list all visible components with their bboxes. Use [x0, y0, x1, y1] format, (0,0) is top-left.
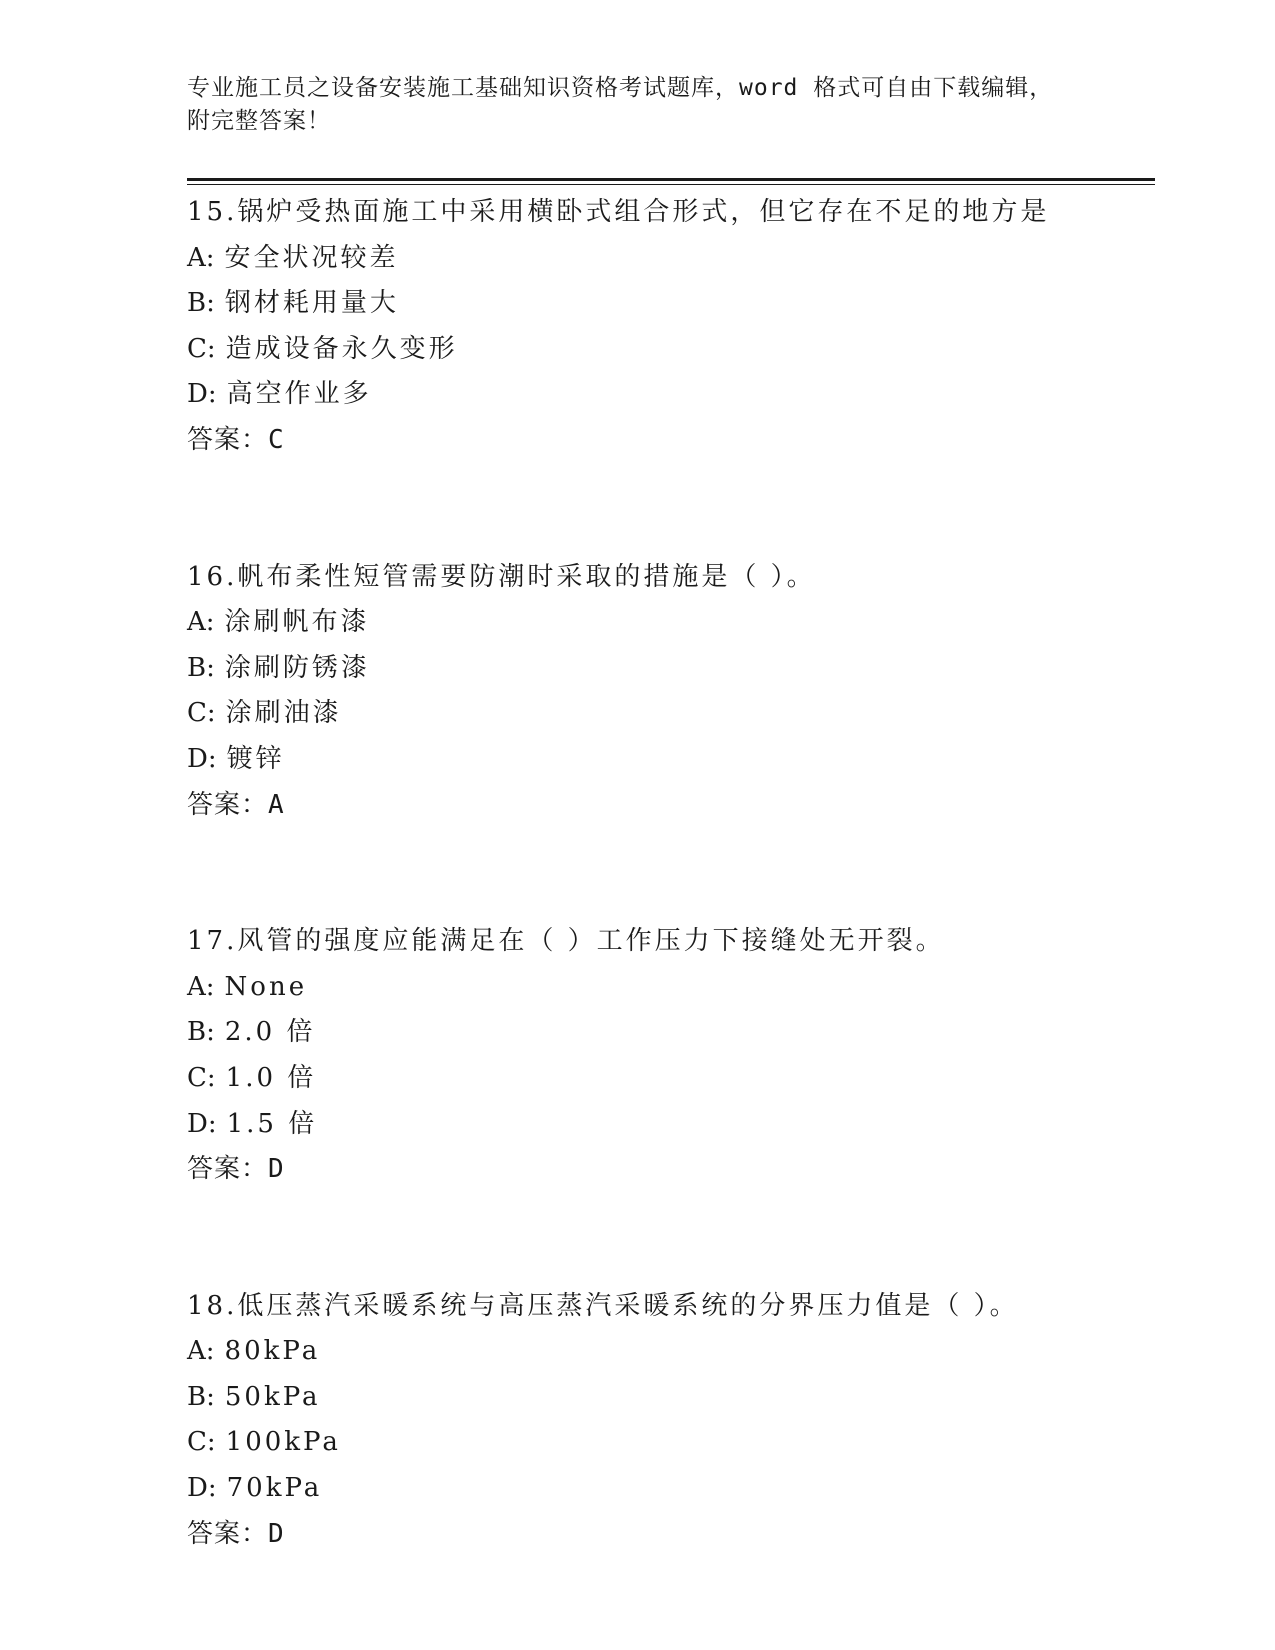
answer-line: 答案：A [187, 789, 285, 820]
option-separator: : [205, 971, 215, 1002]
option-text: 安全状况较差 [224, 242, 399, 273]
answer-line: 答案：C [187, 424, 285, 455]
option-separator: : [205, 1336, 215, 1367]
option-letter: C [187, 698, 207, 729]
option-letter: C [187, 1427, 207, 1458]
option-text: 涂刷油漆 [225, 698, 342, 729]
option-separator: : [206, 1017, 215, 1048]
option-text: 涂刷防锈漆 [224, 652, 370, 683]
option-separator: : [207, 1473, 217, 1504]
option-separator: : [206, 1427, 216, 1458]
question-18 [187, 1284, 1155, 1558]
option-separator: : [206, 288, 215, 319]
option-text: 造成设备永久变形 [225, 333, 458, 364]
option-letter: D [187, 743, 208, 774]
option-text: 50kPa [224, 1381, 321, 1412]
option-letter: A [187, 971, 206, 1002]
header-divider [187, 178, 1155, 186]
question-spacer [187, 464, 1155, 555]
option-separator: : [206, 698, 216, 729]
option-separator: : [206, 1062, 216, 1093]
option-letter: A [187, 607, 206, 638]
option-letter: A [187, 1336, 206, 1367]
question-spacer [187, 1193, 1155, 1284]
option-c [187, 691, 1155, 737]
option-c [187, 1056, 1155, 1102]
question-list [187, 190, 1155, 1557]
option-text: 80kPa [224, 1336, 321, 1367]
divider-thick-line [187, 178, 1155, 181]
option-d [187, 737, 1155, 783]
option-text: 钢材耗用量大 [224, 288, 399, 319]
question-15 [187, 190, 1155, 464]
option-separator: : [207, 743, 217, 774]
option-d [187, 1102, 1155, 1148]
option-text: 2.0 倍 [224, 1017, 316, 1048]
option-separator: : [207, 1108, 217, 1139]
option-text: 涂刷帆布漆 [224, 607, 370, 638]
option-d [187, 1466, 1155, 1512]
option-text: 100kPa [225, 1427, 341, 1458]
option-a [187, 965, 1155, 1011]
option-letter: B [187, 288, 207, 319]
option-letter: D [187, 1108, 208, 1139]
option-c [187, 327, 1155, 373]
option-b [187, 646, 1155, 692]
option-letter: B [187, 1381, 207, 1412]
header-line-2: 附完整答案！ [187, 108, 331, 134]
option-separator: : [206, 1381, 215, 1412]
question-16 [187, 555, 1155, 829]
option-letter: D [187, 1473, 208, 1504]
option-letter: D [187, 379, 208, 410]
option-text: 镀锌 [226, 743, 285, 774]
question-stem: 16.帆布柔性短管需要防潮时采取的措施是（ ）。 [187, 561, 816, 592]
option-separator: : [205, 607, 215, 638]
option-separator: : [207, 379, 217, 410]
option-text: None [224, 971, 308, 1002]
option-b [187, 281, 1155, 327]
document-header [187, 72, 1067, 138]
header-line-1: 专业施工员之设备安装施工基础知识资格考试题库，word 格式可自由下载编辑， [187, 75, 1054, 101]
option-letter: C [187, 333, 207, 364]
option-text: 1.5 倍 [226, 1108, 318, 1139]
option-c [187, 1420, 1155, 1466]
question-spacer [187, 828, 1155, 919]
option-separator: : [206, 652, 215, 683]
option-b [187, 1010, 1155, 1056]
option-a [187, 236, 1155, 282]
answer-line: 答案：D [187, 1518, 285, 1549]
option-letter: A [187, 242, 206, 273]
option-a [187, 1329, 1155, 1375]
option-separator: : [206, 333, 216, 364]
option-d [187, 372, 1155, 418]
option-b [187, 1375, 1155, 1421]
option-text: 1.0 倍 [225, 1062, 317, 1093]
question-stem: 17.风管的强度应能满足在（ ）工作压力下接缝处无开裂。 [187, 926, 945, 957]
question-17 [187, 919, 1155, 1193]
option-text: 70kPa [226, 1473, 323, 1504]
divider-thin-line [187, 184, 1155, 185]
option-separator: : [205, 242, 215, 273]
option-text: 高空作业多 [226, 379, 372, 410]
option-letter: B [187, 1017, 207, 1048]
option-letter: C [187, 1062, 207, 1093]
question-stem: 15.锅炉受热面施工中采用横卧式组合形式，但它存在不足的地方是 [187, 197, 1050, 227]
answer-line: 答案：D [187, 1154, 285, 1185]
option-letter: B [187, 652, 207, 683]
question-stem: 18.低压蒸汽采暖系统与高压蒸汽采暖系统的分界压力值是（ ）。 [187, 1290, 1019, 1321]
option-a [187, 600, 1155, 646]
